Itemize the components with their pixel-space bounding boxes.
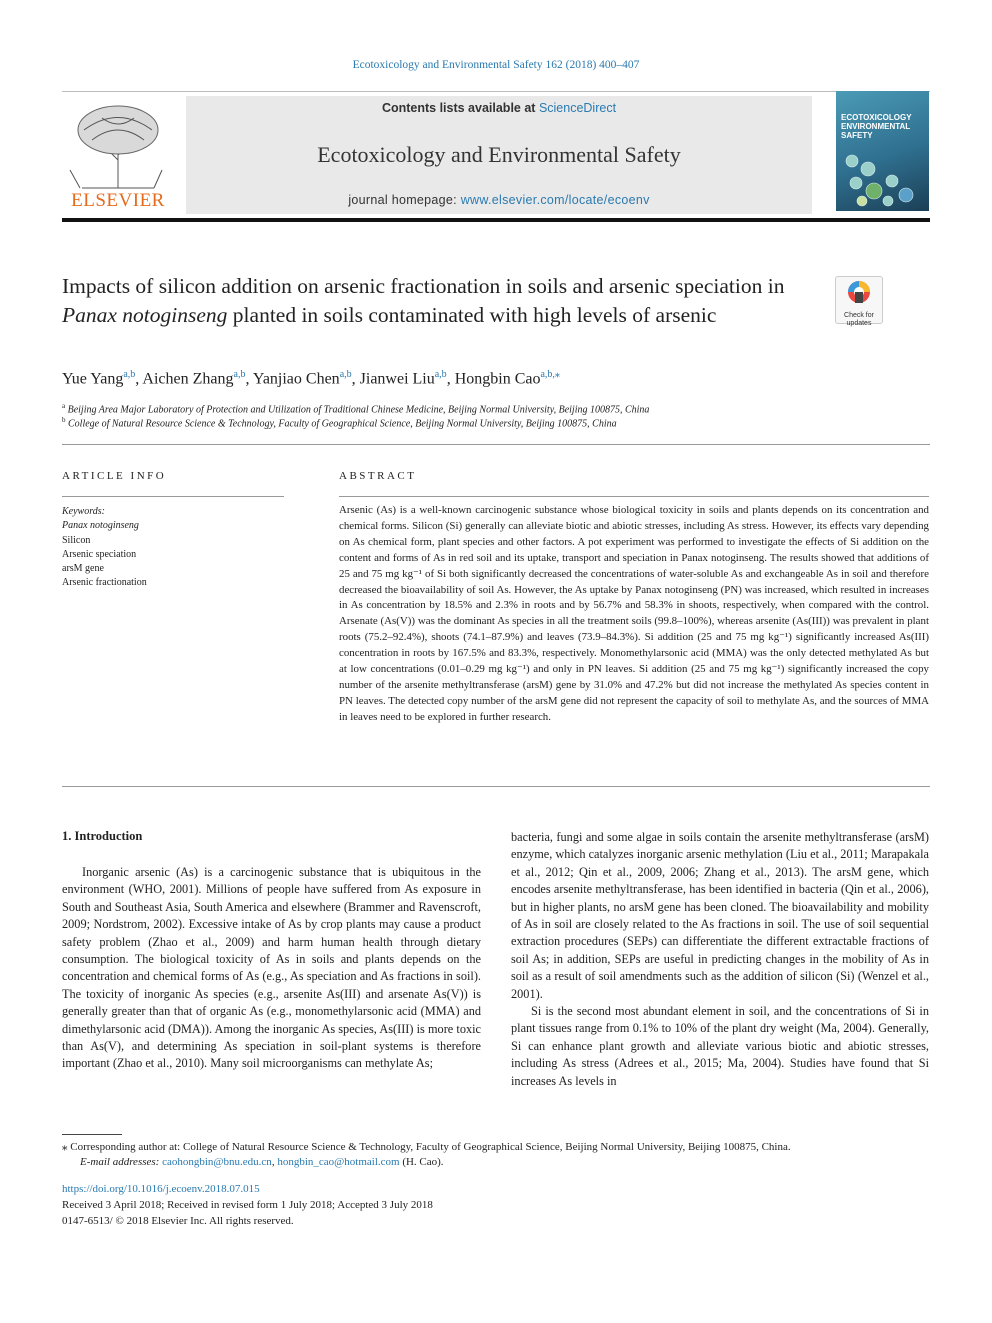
author-name[interactable]: Jianwei Liu [359,370,435,388]
keywords-label: Keywords: [62,506,105,517]
header-rule [62,91,930,92]
keyword: arsM gene [62,563,104,575]
article-info-heading: ARTICLE INFO [62,470,167,482]
email-label: E-mail addresses: [80,1156,160,1168]
section-divider [62,786,930,787]
contents-prefix: Contents lists available at [381,101,539,115]
intro-paragraph: bacteria, fungi and some algae in soils contain the arsenite methyltransferase (arsM) enzyme, which catalyzes inorganic arsenic methylation (Liu et al., 2011; Marapakala et al., 2012; Qin et al., 2009, 2006; Zhang et al., 2013). The arsM gene, which encodes arsenite methyltransferase, has been identified in bacteria (Qin et al., 2006), but in higher plants, no arsM gene has been cloned. The bioavailability and mobility of As in soil are closely related to the As fractions in soil. The use of soil sequential extraction procedures (SEPs) can differentiate the different extractable fractions of soil As; in addition, SEPs are useful in predicting changes in the mobility of As in soil as a result of soil amendments such as the addition of silicon (Si) (Wenzel et al., 2001). [511,830,929,1001]
cover-molecule-icon [842,151,922,207]
intro-paragraph: Inorganic arsenic (As) is a carcinogenic substance that is ubiquitous in the environment (WHO, 2001). Millions of people have suffered from As exposure in South and Southeast Asia, South America and elsewhere (Brammer and Ravenscroft, 2009; Nordstrom, 2002). Excessive intake of As by crop plants may cause a product safety problem (Zhao et al., 2009) and harm human health through dietary consumption. The biological toxicity of As in soils and plants depends on the concentration and chemical forms of As (e.g., As speciation and As fractions in soil). The toxicity of inorganic As species (e.g., arsenite As(III) and arsenate As(V)) is generally greater than that of organic As (e.g., monomethylarsonic acid (MMA) and dimethylarsonic acid (DMA)). Among the inorganic As species, As(III) is more toxic than As(V), and determining As speciation in soil-plant systems is therefore important (Zhao et al., 2010). Many soil microorganisms can methylate As; [62,865,481,1071]
title-species: Panax notoginseng [62,303,228,327]
crossmark-button[interactable] [835,276,883,327]
footnote-marker: ⁎ [62,1141,68,1153]
introduction-heading: 1. Introduction [62,829,143,843]
received-dates: Received 3 April 2018; Received in revised form 1 July 2018; Accepted 3 July 2018 [62,1198,433,1211]
corresponding-text: Corresponding author at: College of Natural Resource Science & Technology, Faculty of Geographical Science, Beijing Normal University, Beijing 100875, China. [70,1141,791,1153]
journal-citation[interactable]: Ecotoxicology and Environmental Safety 162 (2018) 400–407 [352,59,640,71]
affiliation-text: Beijing Area Major Laboratory of Protection and Utilization of Traditional Chinese Medicine, Beijing Normal University, Beijing 100875, China [67,404,650,416]
intro-paragraph: Si is the second most abundant element in soil, and the concentrations of Si in plant tissues range from 0.1% to 10% of the plant dry weight (Ma, 2004). Generally, Si can enhance plant growth and alleviate various biotic and abiotic stresses, including As stress (Adrees et al., 2015; Ma, 2004). Studies have found that Si increases As levels in [511,1004,929,1088]
keyword: Panax notoginseng [62,520,139,532]
author-affiliation-marker[interactable]: a,b [123,369,136,380]
author-name[interactable]: Hongbin Cao [454,370,541,388]
affiliation-label: a [62,402,66,410]
article-info-rule [62,496,284,497]
author-affiliation-marker[interactable]: a,b [434,369,447,380]
author-affiliation-marker[interactable]: a,b [339,369,352,380]
abstract-text: Arsenic (As) is a well-known carcinogenic substance whose biological toxicity in soils and plants depends on its concentration and chemical forms. Silicon (Si) generally can alleviate biotic and abiotic stresses, including As stress. However, its effects vary depending on As chemical form, plant species and other factors. A pot experiment was performed to investigate the effects of Si addition on the content and forms of As in red soil and its uptake, transport and speciation in Panax notoginseng. The results showed that additions of 25 and 75 mg kg⁻¹ of Si both significantly decreased the concentrations of water-soluble As and exchangeable As in soil and therefore decreased the bioavailability of soil As. However, the As uptake by Panax notoginseng (PN) was increased, which resulted in increases in As concentration by 18.5% and 2.3% in roots and by 56.7% and 58.3% in shoots, respectively, when compared with the control. Arsenate (As(V)) was the dominant As species in all the treatment soils (99.8–100%), whereas arsenite (As(III)) was prevalent in plant roots (75.2–92.4%), shoots (74.1–87.9%) and leaves (73.9–84.3%). Si addition (25 and 75 mg kg⁻¹) significantly increased As(III) concentration in roots by 167.5% and 83.3%, respectively. Monomethylarsonic acid (MMA) was the only detected methylated As but at low concentrations (0.01–0.29 mg kg⁻¹) and only in PN leaves. Si addition (25 and 75 mg kg⁻¹) significantly increased the copy number of the arsenite methyltransferase (arsM) gene by 31.0% and 47.2% but did not increase the methylated As species content in PN leaves. The detected copy number of the arsM gene did not represent the capacity of soil to methylate As, and the sources of MMA in leaves need to be explored in further research. [339,504,929,723]
homepage-prefix: journal homepage: [348,193,461,207]
footnote-rule [62,1134,122,1135]
intro-right-column [511,829,929,1090]
affiliation-label: b [62,416,66,424]
contents-line [186,101,812,115]
keywords-block [62,505,147,591]
sciencedirect-link[interactable]: ScienceDirect [538,101,617,115]
intro-left-column [62,864,481,1073]
copyright: 0147-6513/ © 2018 Elsevier Inc. All rights reserved. [62,1214,294,1227]
journal-homepage [186,193,812,207]
affiliation [62,416,617,429]
crossmark-label: Check for updates [844,312,874,327]
elsevier-tree-icon [62,100,174,190]
author-name[interactable]: Yue Yang [62,370,124,388]
article-title [62,272,812,330]
publisher-name: ELSEVIER [71,190,165,211]
homepage-link[interactable]: www.elsevier.com/locate/ecoenv [460,193,650,207]
keyword: Arsenic speciation [62,548,137,560]
author-affiliation-marker[interactable]: a,b [233,369,246,380]
elsevier-logo[interactable] [62,100,174,212]
email-link[interactable]: caohongbin@bnu.edu.cn [162,1156,272,1168]
author-affiliation-marker[interactable]: a,b,⁎ [540,369,560,380]
journal-title: Ecotoxicology and Environmental Safety [317,142,681,167]
section-divider [62,444,930,445]
keyword: Silicon [62,534,91,546]
title-part-2: planted in soils contaminated with high levels of arsenic [227,303,717,327]
email-link[interactable]: hongbin_cao@hotmail.com [277,1156,400,1168]
author-name[interactable]: Yanjiao Chen [252,370,340,388]
journal-cover-image[interactable] [836,91,929,211]
abstract-heading: ABSTRACT [339,470,417,482]
article-meta [62,1182,433,1229]
author-name[interactable]: Aichen Zhang [142,370,234,388]
email-note: E-mail addresses: caohongbin@bnu.edu.cn, hongbin_cao@hotmail.com (H. Cao). [80,1156,444,1168]
affiliation-text: College of Natural Resource Science & Technology, Faculty of Geographical Science, Beijing Normal University, Beijing 100875, China [68,418,617,430]
keyword: Arsenic fractionation [62,577,147,589]
doi-link[interactable]: https://doi.org/10.1016/j.ecoenv.2018.07.015 [62,1183,260,1195]
crossmark-icon [836,277,882,307]
cover-title: ECOTOXICOLOGY ENVIRONMENTAL SAFETY [841,113,912,140]
abstract-rule [339,496,929,497]
title-part-1: Impacts of silicon addition on arsenic fractionation in soils and arsenic speciation in [62,274,785,298]
header-thick-rule [62,218,930,222]
corresponding-author-note [62,1140,930,1153]
author-list: Yue Yang$^{a,b}$, Aichen Zhang$^{a,b}$, Yanjiao Chen$^{a,b}$, Jianwei Liu$^{a,b}$, Hongbin Cao$^{a,b,⁎}$ [62,369,560,388]
email-suffix: (H. Cao). [399,1156,444,1168]
affiliation [62,402,649,415]
